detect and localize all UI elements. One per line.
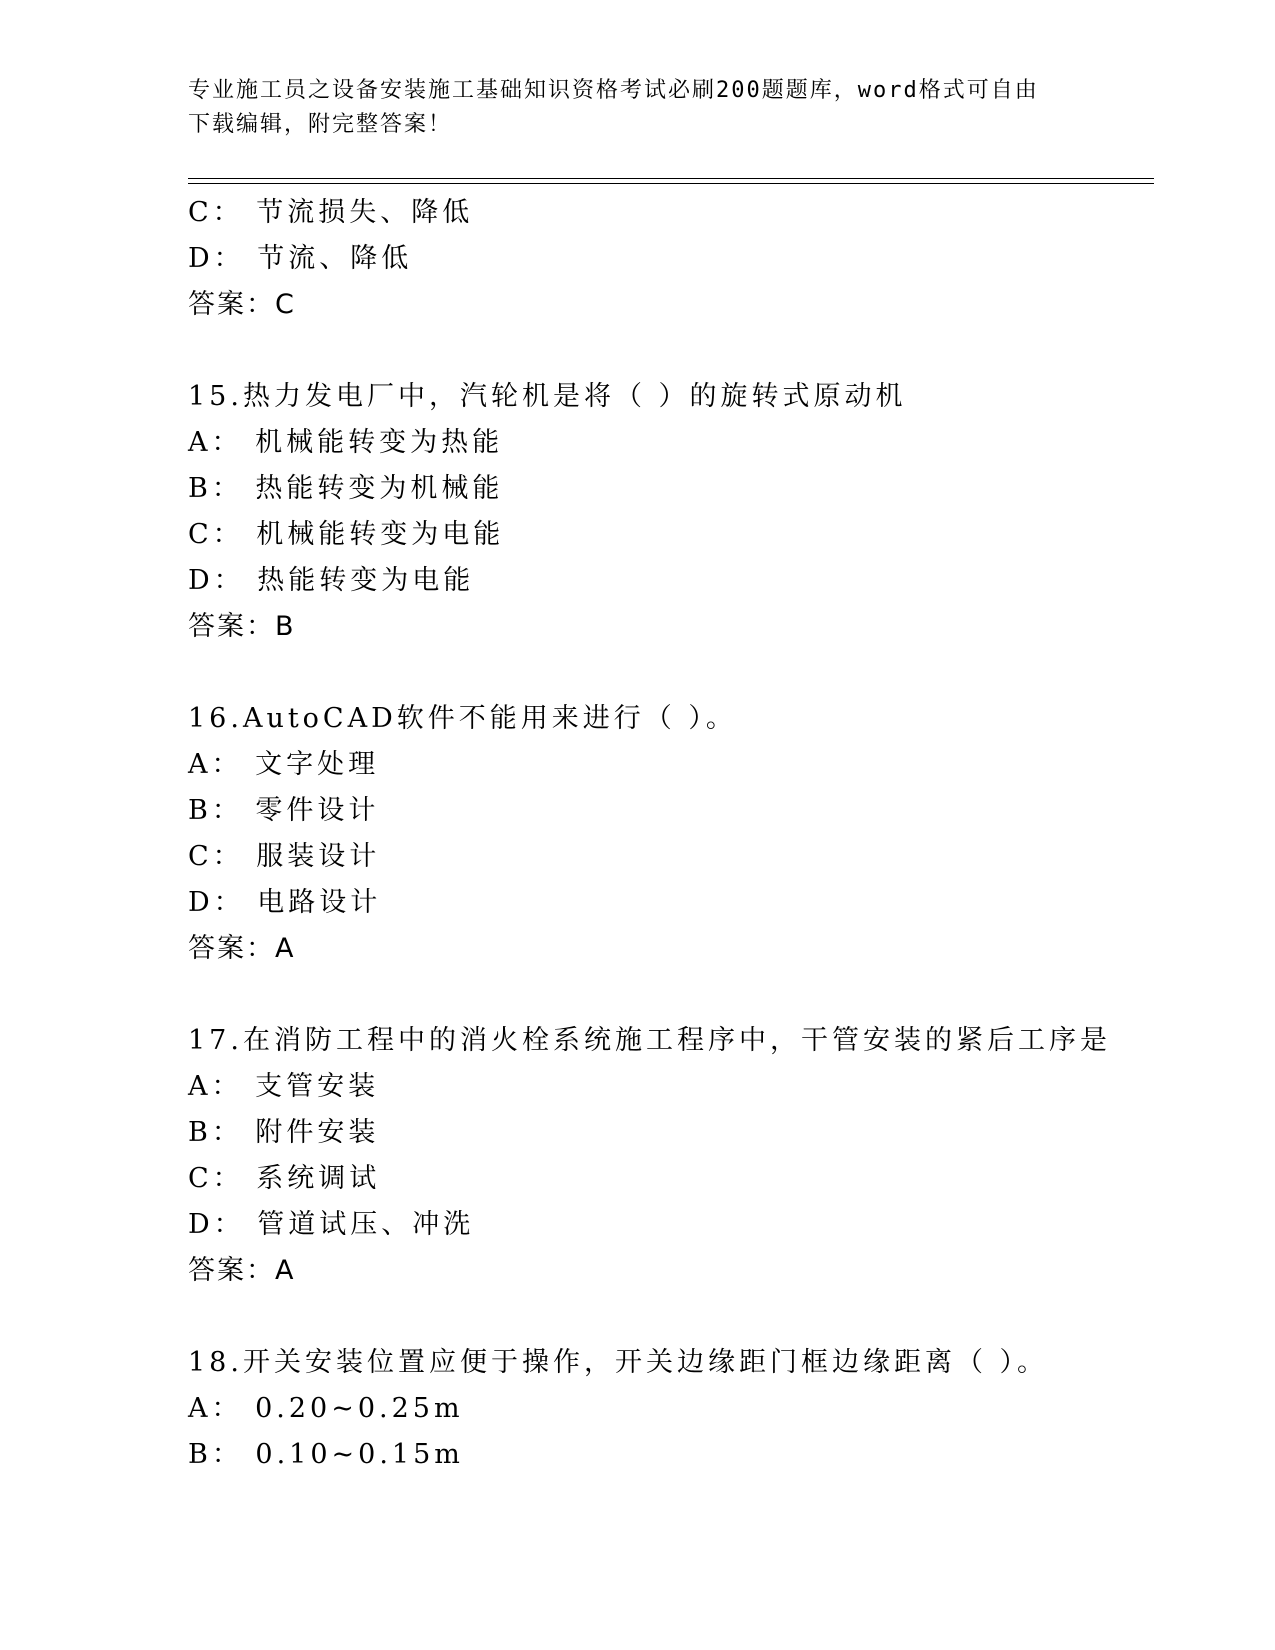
- option-c: C： 节流损失、降低: [188, 197, 474, 228]
- question-16: [188, 696, 1178, 972]
- option-d: D： 管道试压、冲洗: [188, 1209, 475, 1240]
- option-c: C： 机械能转变为电能: [188, 519, 505, 550]
- answer: 答案：A: [188, 933, 296, 964]
- header-line-2: 下载编辑，附完整答案！: [188, 112, 453, 137]
- question-17: [188, 1018, 1178, 1294]
- header-rule-bottom: [188, 183, 1154, 184]
- option-b: B： 热能转变为机械能: [188, 473, 504, 504]
- answer: 答案：B: [188, 611, 296, 642]
- option-a: A： 0.20~0.25m: [188, 1393, 464, 1424]
- spacer: [188, 972, 1178, 1018]
- answer: 答案：C: [188, 289, 296, 320]
- option-a: A： 支管安装: [188, 1071, 380, 1102]
- header-line-1: 专业施工员之设备安装施工基础知识资格考试必刷200题题库，word格式可自由: [188, 78, 1039, 103]
- question-list: [188, 190, 1178, 1478]
- spacer: [188, 650, 1178, 696]
- spacer: [188, 328, 1178, 374]
- question-stem: 18.开关安装位置应便于操作，开关边缘距门框边缘距离（ ）。: [188, 1347, 1049, 1378]
- question-14-continued: [188, 190, 1178, 328]
- option-a: A： 文字处理: [188, 749, 380, 780]
- document-header: [188, 74, 1068, 142]
- question-18: [188, 1340, 1178, 1478]
- question-stem: 15.热力发电厂中，汽轮机是将（ ）的旋转式原动机: [188, 381, 907, 412]
- spacer: [188, 1294, 1178, 1340]
- question-stem: 16.AutoCAD软件不能用来进行（ ）。: [188, 703, 737, 734]
- option-d: D： 热能转变为电能: [188, 565, 475, 596]
- option-b: B： 附件安装: [188, 1117, 380, 1148]
- question-15: [188, 374, 1178, 650]
- answer: 答案：A: [188, 1255, 296, 1286]
- option-d: D： 节流、降低: [188, 243, 413, 274]
- option-d: D： 电路设计: [188, 887, 382, 918]
- option-a: A： 机械能转变为热能: [188, 427, 504, 458]
- option-b: B： 0.10~0.15m: [188, 1439, 464, 1470]
- option-c: C： 系统调试: [188, 1163, 381, 1194]
- option-b: B： 零件设计: [188, 795, 380, 826]
- header-rule-top: [188, 178, 1154, 179]
- question-stem: 17.在消防工程中的消火栓系统施工程序中，干管安装的紧后工序是: [188, 1025, 1111, 1056]
- option-c: C： 服装设计: [188, 841, 381, 872]
